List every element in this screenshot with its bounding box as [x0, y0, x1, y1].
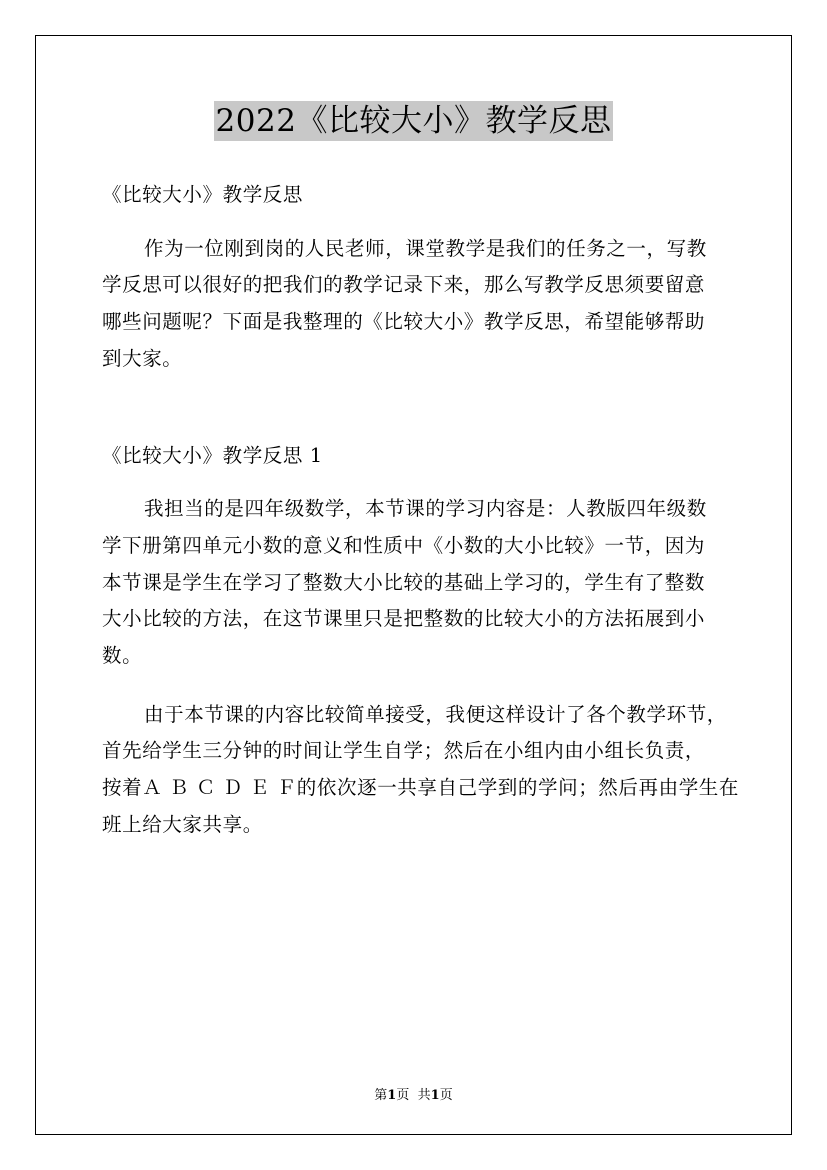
section1-paragraph-1 [102, 491, 742, 675]
document-title-wrap [0, 101, 827, 141]
paragraph-line: 班上给大家共享。 [102, 812, 263, 836]
page-label-suffix: 页 [396, 1088, 410, 1103]
total-label-suffix: 页 [439, 1088, 453, 1103]
page-total: 1 [430, 1088, 440, 1103]
paragraph-line: 我担当的是四年级数学，本节课的学习内容是：人教版四年级数 [144, 497, 707, 521]
paragraph-line: 由于本节课的内容比较简单接受，我便这样设计了各个教学环节， [144, 702, 727, 726]
paragraph-line: 本节课是学生在学习了整数大小比较的基础上学习的，学生有了整数 [102, 570, 706, 594]
paragraph-line: 按着Ａ Ｂ Ｃ Ｄ Ｅ Ｆ的依次逐一共享自己学到的学问；然后再由学生在 [102, 776, 739, 800]
intro-paragraph [102, 231, 742, 378]
paragraph-line: 哪些问题呢？下面是我整理的《比较大小》教学反思，希望能够帮助 [102, 310, 706, 334]
section1-heading: 《比较大小》教学反思 1 [102, 443, 323, 467]
paragraph-line: 到大家。 [102, 346, 183, 370]
paragraph-line: 大小比较的方法，在这节课里只是把整数的比较大小的方法拓展到小 [102, 607, 706, 631]
total-label-prefix: 共 [417, 1088, 431, 1103]
paragraph-line: 数。 [102, 644, 143, 668]
paragraph-line: 学下册第四单元小数的意义和性质中《小数的大小比较》一节，因为 [102, 533, 706, 557]
paragraph-line: 学反思可以很好的把我们的教学记录下来，那么写教学反思须要留意 [102, 273, 706, 297]
page-label-prefix: 第 [374, 1088, 388, 1103]
document-body [102, 177, 742, 844]
section1-paragraph-2 [102, 697, 742, 844]
document-title: 2022《比较大小》教学反思 [215, 103, 612, 139]
paragraph-line: 首先给学生三分钟的时间让学生自学；然后在小组内由小组长负责， [102, 739, 706, 763]
page-footer [0, 1084, 827, 1103]
paragraph-line: 作为一位刚到岗的人民老师，课堂教学是我们的任务之一，写教 [144, 236, 707, 260]
intro-heading: 《比较大小》教学反思 [102, 183, 304, 206]
page-current: 1 [387, 1088, 397, 1103]
